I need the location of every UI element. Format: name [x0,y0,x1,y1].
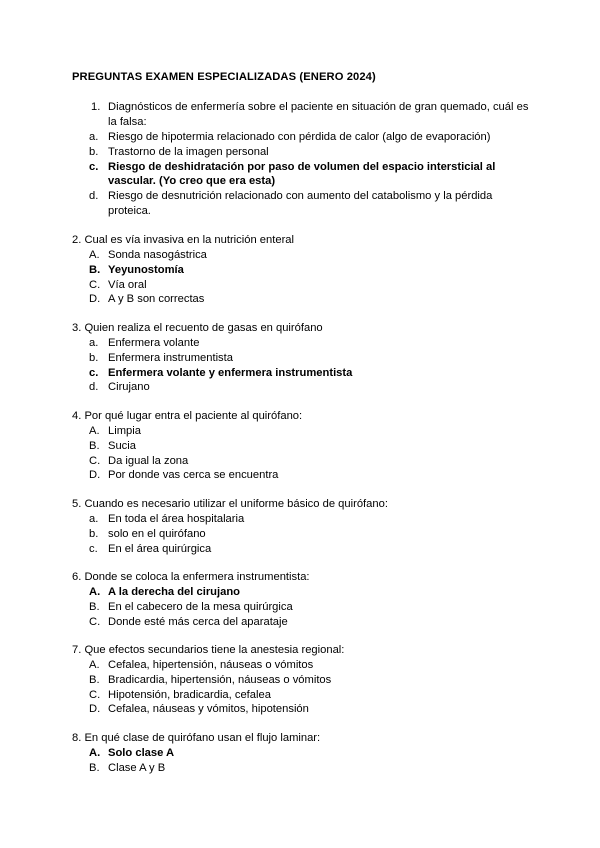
option-text: Enfermera volante y enfermera instrumentista [108,366,353,379]
question-text: Diagnósticos de enfermería sobre el paciente en situación de gran quemado, cuál es la falsa: [108,101,529,128]
option-text: Vía oral [108,278,147,291]
option-text: Enfermera instrumentista [108,351,233,364]
option-text: En el área quirúrgica [108,542,212,555]
option-text: Da igual la zona [108,454,189,467]
option-b [72,527,532,542]
option-text: Por donde vas cerca se encuentra [108,469,279,482]
option-b [72,145,532,160]
option-text: Sonda nasogástrica [108,249,207,261]
question-2 [72,233,532,307]
option-c [72,615,532,630]
option-letter: D. [89,293,101,306]
option-text: Riesgo de desnutrición relacionado con aumento del catabolismo y la pérdida proteica. [108,190,493,217]
question-text: 8. En qué clase de quirófano usan el flujo laminar: [72,732,321,744]
option-letter: A. [89,586,101,598]
option-letter: c. [89,542,98,555]
option-c [72,542,532,557]
question-7 [72,643,532,717]
option-a [72,336,532,351]
option-letter: B. [89,439,100,452]
option-letter: a. [89,337,99,349]
option-b-correct [72,263,532,278]
option-b [72,761,532,776]
option-letter: A. [89,425,100,437]
option-letter: C. [89,454,101,467]
option-a [72,130,532,145]
option-text: Cefalea, náuseas y vómitos, hipotensión [108,703,309,716]
option-letter: a. [89,131,99,143]
option-letter: b. [89,527,99,540]
option-text: Solo clase A [108,747,175,759]
option-text: Limpia [108,425,141,437]
option-text: Clase A y B [108,761,166,774]
option-text: Enfermera volante [108,337,200,349]
option-letter: c. [89,366,99,379]
option-a-correct [72,585,532,600]
option-letter: B. [89,761,100,774]
option-c-correct [72,366,532,381]
option-letter: c. [89,160,99,173]
option-c [72,278,532,293]
question-8 [72,731,532,776]
option-d [72,702,532,717]
question-4 [72,409,532,483]
question-1 [72,100,532,219]
question-stem [72,100,532,130]
option-text: Hipotensión, bradicardia, cefalea [108,688,271,701]
option-letter: A. [89,249,100,261]
option-letter: B. [89,263,101,276]
option-letter: d. [89,190,99,203]
question-5 [72,497,532,556]
option-letter: A. [89,747,101,759]
option-letter: b. [89,351,99,364]
question-number: 1. [91,101,101,113]
question-text: 6. Donde se coloca la enfermera instrumentista: [72,571,310,583]
question-text: 5. Cuando es necesario utilizar el uniforme básico de quirófano: [72,498,388,510]
option-text: Cirujano [108,381,150,394]
option-c [72,454,532,469]
option-c-correct [72,160,532,190]
option-text: A y B son correctas [108,293,205,306]
question-text: 4. Por qué lugar entra el paciente al quirófano: [72,410,303,422]
question-text: 2. Cual es vía invasiva en la nutrición enteral [72,234,295,246]
option-text: Donde esté más cerca del aparataje [108,615,288,628]
option-text: Riesgo de deshidratación por paso de volumen del espacio intersticial al vascular. (Yo creo que era esta) [108,160,496,188]
option-letter: B. [89,600,100,613]
question-text: 3. Quien realiza el recuento de gasas en quirófano [72,322,323,334]
option-text: Trastorno de la imagen personal [108,145,269,158]
option-b [72,351,532,366]
option-a [72,512,532,527]
option-d [72,292,532,307]
option-letter: d. [89,381,99,394]
question-text: 7. Que efectos secundarios tiene la anestesia regional: [72,644,345,656]
option-text: Cefalea, hipertensión, náuseas o vómitos [108,659,314,671]
option-b [72,600,532,615]
option-c [72,688,532,703]
option-b [72,673,532,688]
option-text: En toda el área hospitalaria [108,513,245,525]
option-text: Yeyunostomía [108,263,184,276]
option-a [72,248,532,263]
option-text: A la derecha del cirujano [108,586,241,598]
option-a [72,658,532,673]
option-text: Bradicardia, hipertensión, náuseas o vómitos [108,673,332,686]
option-letter: B. [89,673,100,686]
page-title: PREGUNTAS EXAMEN ESPECIALIZADAS (ENERO 2024) [72,71,376,83]
option-letter: D. [89,469,101,482]
option-letter: a. [89,513,99,525]
option-b [72,439,532,454]
option-text: solo en el quirófano [108,527,206,540]
option-letter: A. [89,659,100,671]
option-text: Riesgo de hipotermia relacionado con pérdida de calor (algo de evaporación) [108,131,491,143]
option-letter: C. [89,615,101,628]
option-a [72,424,532,439]
option-d [72,380,532,395]
option-d [72,468,532,483]
option-letter: b. [89,145,99,158]
option-a-correct [72,746,532,761]
question-6 [72,570,532,629]
option-letter: C. [89,688,101,701]
option-letter: D. [89,703,101,716]
option-d [72,189,532,219]
option-text: En el cabecero de la mesa quirúrgica [108,600,293,613]
question-3 [72,321,532,395]
option-text: Sucia [108,439,136,452]
option-letter: C. [89,278,101,291]
